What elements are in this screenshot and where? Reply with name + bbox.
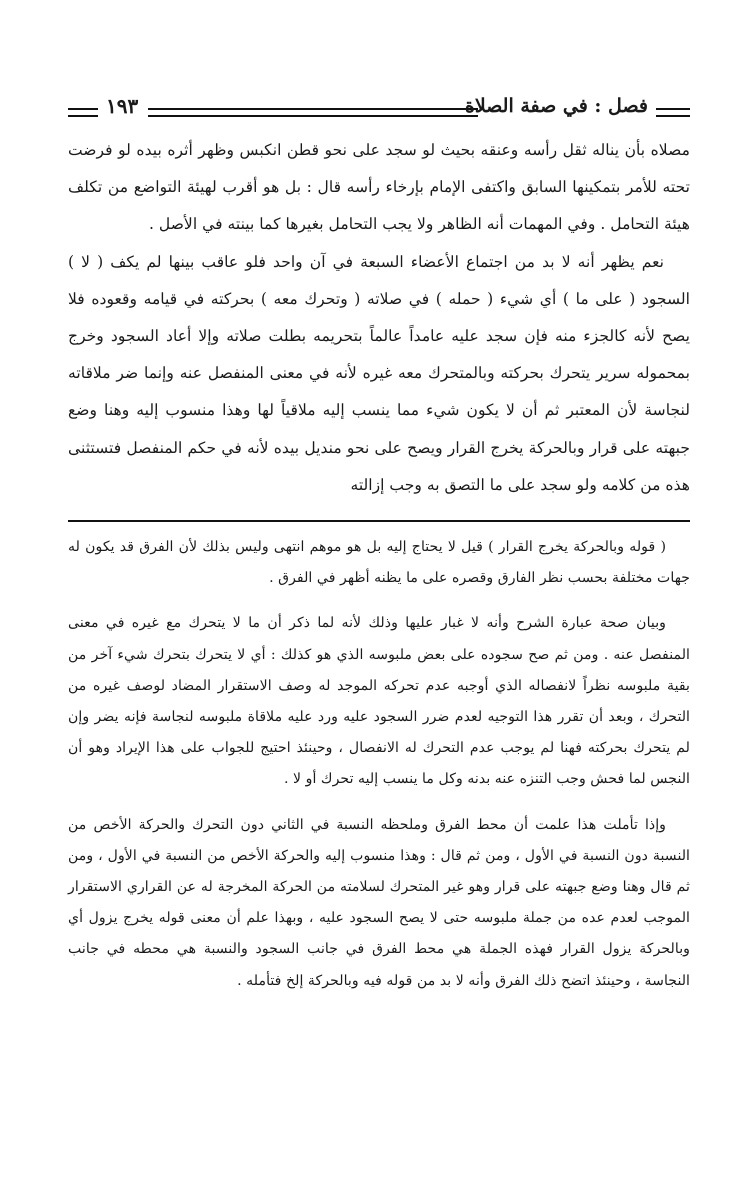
footnotes — [68, 532, 690, 997]
footnote-paragraph: وبيان صحة عبارة الشرح وأنه لا غبار عليها وذلك لأنه لما ذكر أن ما لا يتحرك مع غيره في معنى المنفصل عنه . ومن ثم صح سجوده على بعض ملبوسه الذي هو كذلك : أي لا يتحرك بتحرك شيء آخر من بقية ملبوسه نظراً لانفصاله الذي أوجبه عدم تحركه الموجد له وصف الاستقرار المضاد لوصف غيره من التحرك ، وبعد أن تقرر هذا التوجيه لعدم ضرر السجود عليه ورد عليه ملاقاة ملبوسه لنجاسة فإنه يضر وإن لم يتحرك بحركته فهنا لم يوجب عدم التحرك له الانفصال ، وحينئذ احتيج للجواب على هذا الإيراد وهو أن النجس لما فحش وجب التنزه عنه بدنه وكل ما ينسب إليه تحرك أو لا . — [68, 615, 690, 788]
footnote-divider — [68, 520, 690, 522]
footnote-paragraph: وإذا تأملت هذا علمت أن محط الفرق وملحظه النسبة في الثاني دون التحرك والحركة الأخص من النسبة دون النسبة في الأول ، ومن ثم قال : وهذا منسوب إليه والحركة الأخص من النسبة في الأول ، ومن ثم قال وهنا وضع جبهته على قرار وهو غير المتحرك لسلامته من الحركة المخرجة له عن القراري الاستقرار الموجب لعدم عده من جملة ملبوسه حتى لا يصح السجود عليه ، وبهذا علم أن معنى قوله يخرج يزول أي وبالحركة يزول القرار فهذه الجملة هي محط الفرق في جانب السجود والنسبة هي محطه في جانب النجاسة ، وحينئذ اتضح ذلك الفرق وأنه لا بد من قوله فيه وبالحركة إلخ فتأمله . — [68, 816, 690, 989]
header-rule-middle — [148, 115, 478, 117]
footnote-paragraph: ( قوله وبالحركة يخرج القرار ) قيل لا يحتاج إليه بل هو موهم انتهى وليس بذلك لأن الفرق قد يكون له جهات مختلفة بحسب نظر الفارق وقصره على ما يظنه أظهر في الفرق . — [68, 539, 690, 587]
header-rule-right — [656, 115, 690, 117]
main-paragraph: مصلاه بأن يناله ثقل رأسه وعنقه بحيث لو سجد على نحو قطن انكبس وظهر أثره بيده لو فرضت تحته للأمر بتمكينها السابق واكتفى الإمام بإرخاء رأسه قال : بل هو أقرب لهيئة التواضع من تكلف هيئة التحامل . وفي المهمات أنه الظاهر ولا يجب التحامل بغيرها كما بينته في الأصل . — [68, 141, 690, 234]
page-number: ١٩٣ — [106, 94, 139, 118]
header-rule-left — [68, 115, 98, 117]
main-paragraph: نعم يظهر أنه لا بد من اجتماع الأعضاء السبعة في آن واحد فلو عاقب بينها لم يكف ( لا ) السجود ( على ما ) أي شيء ( حمله ) في صلاته ( وتحرك معه ) بحركته في قيامه وقعوده فلا يصح لأنه كالجزء منه فإن سجد عليه عامداً عالماً بتحريمه بطلت صلاته وإلا أعاد السجود وخرج بمحموله سرير يتحرك بحركته وبالمتحرك معه غيره لأنه في معنى المنفصل عنه وإنما ضر ملاقاته لنجاسة لأن المعتبر ثم أن لا يكون شيء مما ينسب إليه ملاقياً لها وهذا منسوب إليه وهنا وضع جبهته على قرار وبالحركة يخرج القرار ويصح على نحو منديل بيده لأنه في حكم المنفصل فتستثنى هذه من كلامه ولو سجد على ما التصق به وجب إزالته — [68, 252, 690, 494]
header-rule-left — [68, 108, 98, 110]
book-page — [68, 92, 690, 997]
header-rule-right — [656, 108, 690, 110]
running-header — [68, 92, 690, 132]
section-title: فصل : في صفة الصلاة — [464, 95, 648, 117]
header-rule-middle — [148, 108, 478, 110]
main-text — [68, 132, 690, 504]
